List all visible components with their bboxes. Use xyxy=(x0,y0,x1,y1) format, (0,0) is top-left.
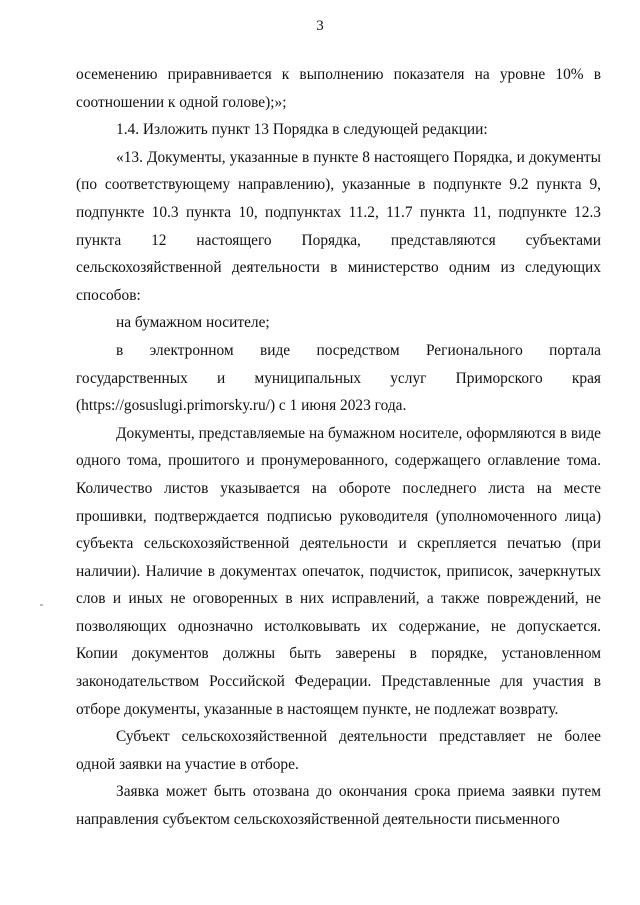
paragraph-paper-medium: на бумажном носителе; xyxy=(116,314,270,332)
paragraph-item-1-4: 1.4. Изложить пункт 13 Порядка в следующей редакции: xyxy=(116,121,488,139)
paragraph-item-13: «13. Документы, указанные в пункте 8 настоящего Порядка, и документы (по соответствующему направлению), указанные в подпункте 9.2 пункта 9, подпункте 10.3 пункта 10, подпунктах 11.2, 11.7 пункта 11, подпункте 12.3 пункта 12 настоящего Порядка, представляются субъектами сельскохозяйственной деятельности в министерство одним из следующих способов: xyxy=(76,148,601,304)
document-body xyxy=(76,61,601,834)
paragraph-paper-documents: Документы, представляемые на бумажном носителе, оформляются в виде одного тома, прошитого и пронумерованного, содержащего оглавление тома. Количество листов указывается на обороте последнего листа на месте прошивки, подтверждается подписью руководителя (уполномоченного лица) субъекта сельскохозяйственной деятельности и скрепляется печатью (при наличии). Наличие в документах опечаток, подчисток, приписок, зачеркнутых слов и иных не оговоренных в них исправлений, а также повреждений, не позволяющих однозначно истолковывать их содержание, не допускается. Копии документов должны быть заверены в порядке, установленном законодательством Российской Федерации. Представленные для участия в отборе документы, указанные в настоящем пункте, не подлежат возврату. xyxy=(76,424,601,718)
page-number: 3 xyxy=(316,18,324,34)
paragraph-single-application: Субъект сельскохозяйственной деятельности представляет не более одной заявки на участие в отборе. xyxy=(76,728,601,773)
paragraph-withdrawal: Заявка может быть отозвана до окончания срока приема заявки путем направления субъектом сельскохозяйственной деятельности письменного xyxy=(76,783,601,829)
scan-speck xyxy=(40,604,43,606)
paragraph-electronic-medium: в электронном виде посредством Регионального портала государственных и муниципальных услуг Приморского края (https://gosuslugi.primorsky.ru/) с 1 июня 2023 года. xyxy=(76,341,601,415)
paragraph-continuation: осеменению приравнивается к выполнению показателя на уровне 10% в соотношении к одной голове);»; xyxy=(76,66,601,111)
